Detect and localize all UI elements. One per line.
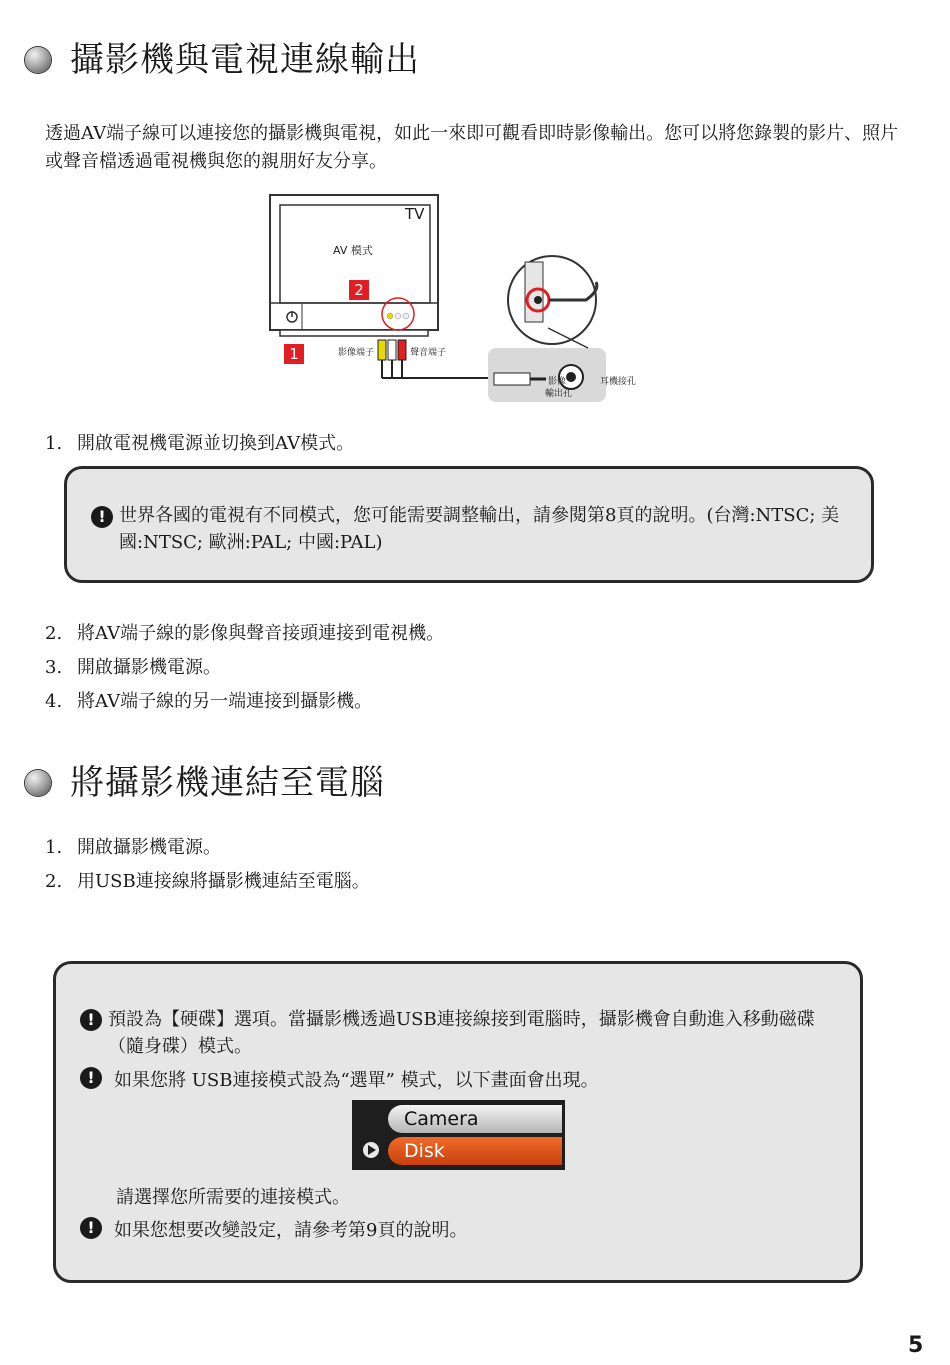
tv-audio-left-jack	[395, 313, 401, 319]
note-default-disk: 預設為【硬碟】選項。當攝影機透過USB連接線接到電腦時，攝影機會自動進入移動磁碟（隨身碟）模式。	[108, 1009, 815, 1057]
step-text: 開啟攝影機電源。	[77, 657, 221, 678]
note-menu-mode: 如果您將 USB連接模式設為“選單” 模式，以下畫面會出現。	[114, 1070, 599, 1091]
video-out-label-line1: 影像	[548, 377, 567, 387]
section-bullet-icon	[25, 47, 51, 73]
section-title-pc-connect: 將攝影機連結至電腦	[70, 763, 385, 803]
step-number: 1.	[45, 433, 63, 454]
audio-terminal-label: 聲音端子	[410, 348, 447, 358]
warning-icon: !	[80, 1217, 102, 1239]
video-terminal-label: 影像端子	[338, 348, 375, 358]
red-plug	[398, 340, 406, 360]
intro-paragraph: 透過AV端子線可以連接您的攝影機與電視，如此一來即可觀看即時影像輸出。您可以將您錄製的影片、照片或聲音檔透過電視機與您的親朋好友分享。	[45, 123, 899, 172]
menu-item-disk[interactable]: Disk	[388, 1137, 562, 1165]
selection-arrow-icon	[362, 1141, 380, 1159]
note-tv-standards: 世界各國的電視有不同模式，您可能需要調整輸出，請參閱第8頁的說明。(台灣:NTSC; 美國:NTSC; 歐洲:PAL; 中國:PAL)	[119, 505, 840, 553]
white-plug	[388, 340, 396, 360]
tv-audio-right-jack	[403, 313, 409, 319]
pc-step-2	[45, 868, 370, 896]
step-text: 將AV端子線的影像與聲音接頭連接到電視機。	[77, 623, 445, 644]
tv-stand	[280, 330, 428, 336]
step-number: 2.	[45, 623, 63, 644]
step-number: 2.	[45, 871, 63, 892]
select-mode-prompt: 請選擇您所需要的連接模式。	[116, 1187, 350, 1208]
warning-icon: !	[91, 506, 113, 528]
step-number: 4.	[45, 691, 63, 712]
note-box-tv	[64, 466, 874, 583]
step-text: 開啟攝影機電源。	[77, 837, 221, 858]
step-text: 開啟電視機電源並切換到AV模式。	[77, 433, 355, 454]
menu-item-camera[interactable]: Camera	[388, 1105, 562, 1133]
note-box-usb	[53, 961, 863, 1283]
section-title-tv-output: 攝影機與電視連線輸出	[70, 40, 420, 80]
step-4	[45, 688, 372, 716]
note-change-setting: 如果您想要改變設定，請參考第9頁的說明。	[114, 1220, 468, 1241]
step-text: 將AV端子線的另一端連接到攝影機。	[77, 691, 373, 712]
yellow-plug	[378, 340, 386, 360]
section-bullet-icon	[25, 770, 51, 796]
marker-2: 2	[354, 281, 364, 299]
tv-label: TV	[405, 205, 425, 223]
tv-video-jack	[387, 313, 393, 319]
warning-icon: !	[80, 1067, 102, 1089]
usb-mode-menu	[352, 1100, 565, 1170]
av-mode-label: AV 模式	[333, 244, 373, 257]
step-1	[45, 430, 354, 458]
step-text: 用USB連接線將攝影機連結至電腦。	[77, 871, 370, 892]
step-number: 3.	[45, 657, 63, 678]
warning-icon: !	[80, 1009, 102, 1031]
video-out-label-line2: 輸出孔	[545, 389, 573, 399]
page-number: 5	[908, 1333, 924, 1358]
earphone-jack-label: 耳機接孔	[600, 377, 637, 387]
step-3	[45, 654, 221, 682]
step-number: 1.	[45, 837, 63, 858]
pc-step-1	[45, 834, 221, 862]
av-plug	[494, 373, 530, 385]
step-2	[45, 620, 444, 648]
marker-1: 1	[289, 345, 299, 363]
